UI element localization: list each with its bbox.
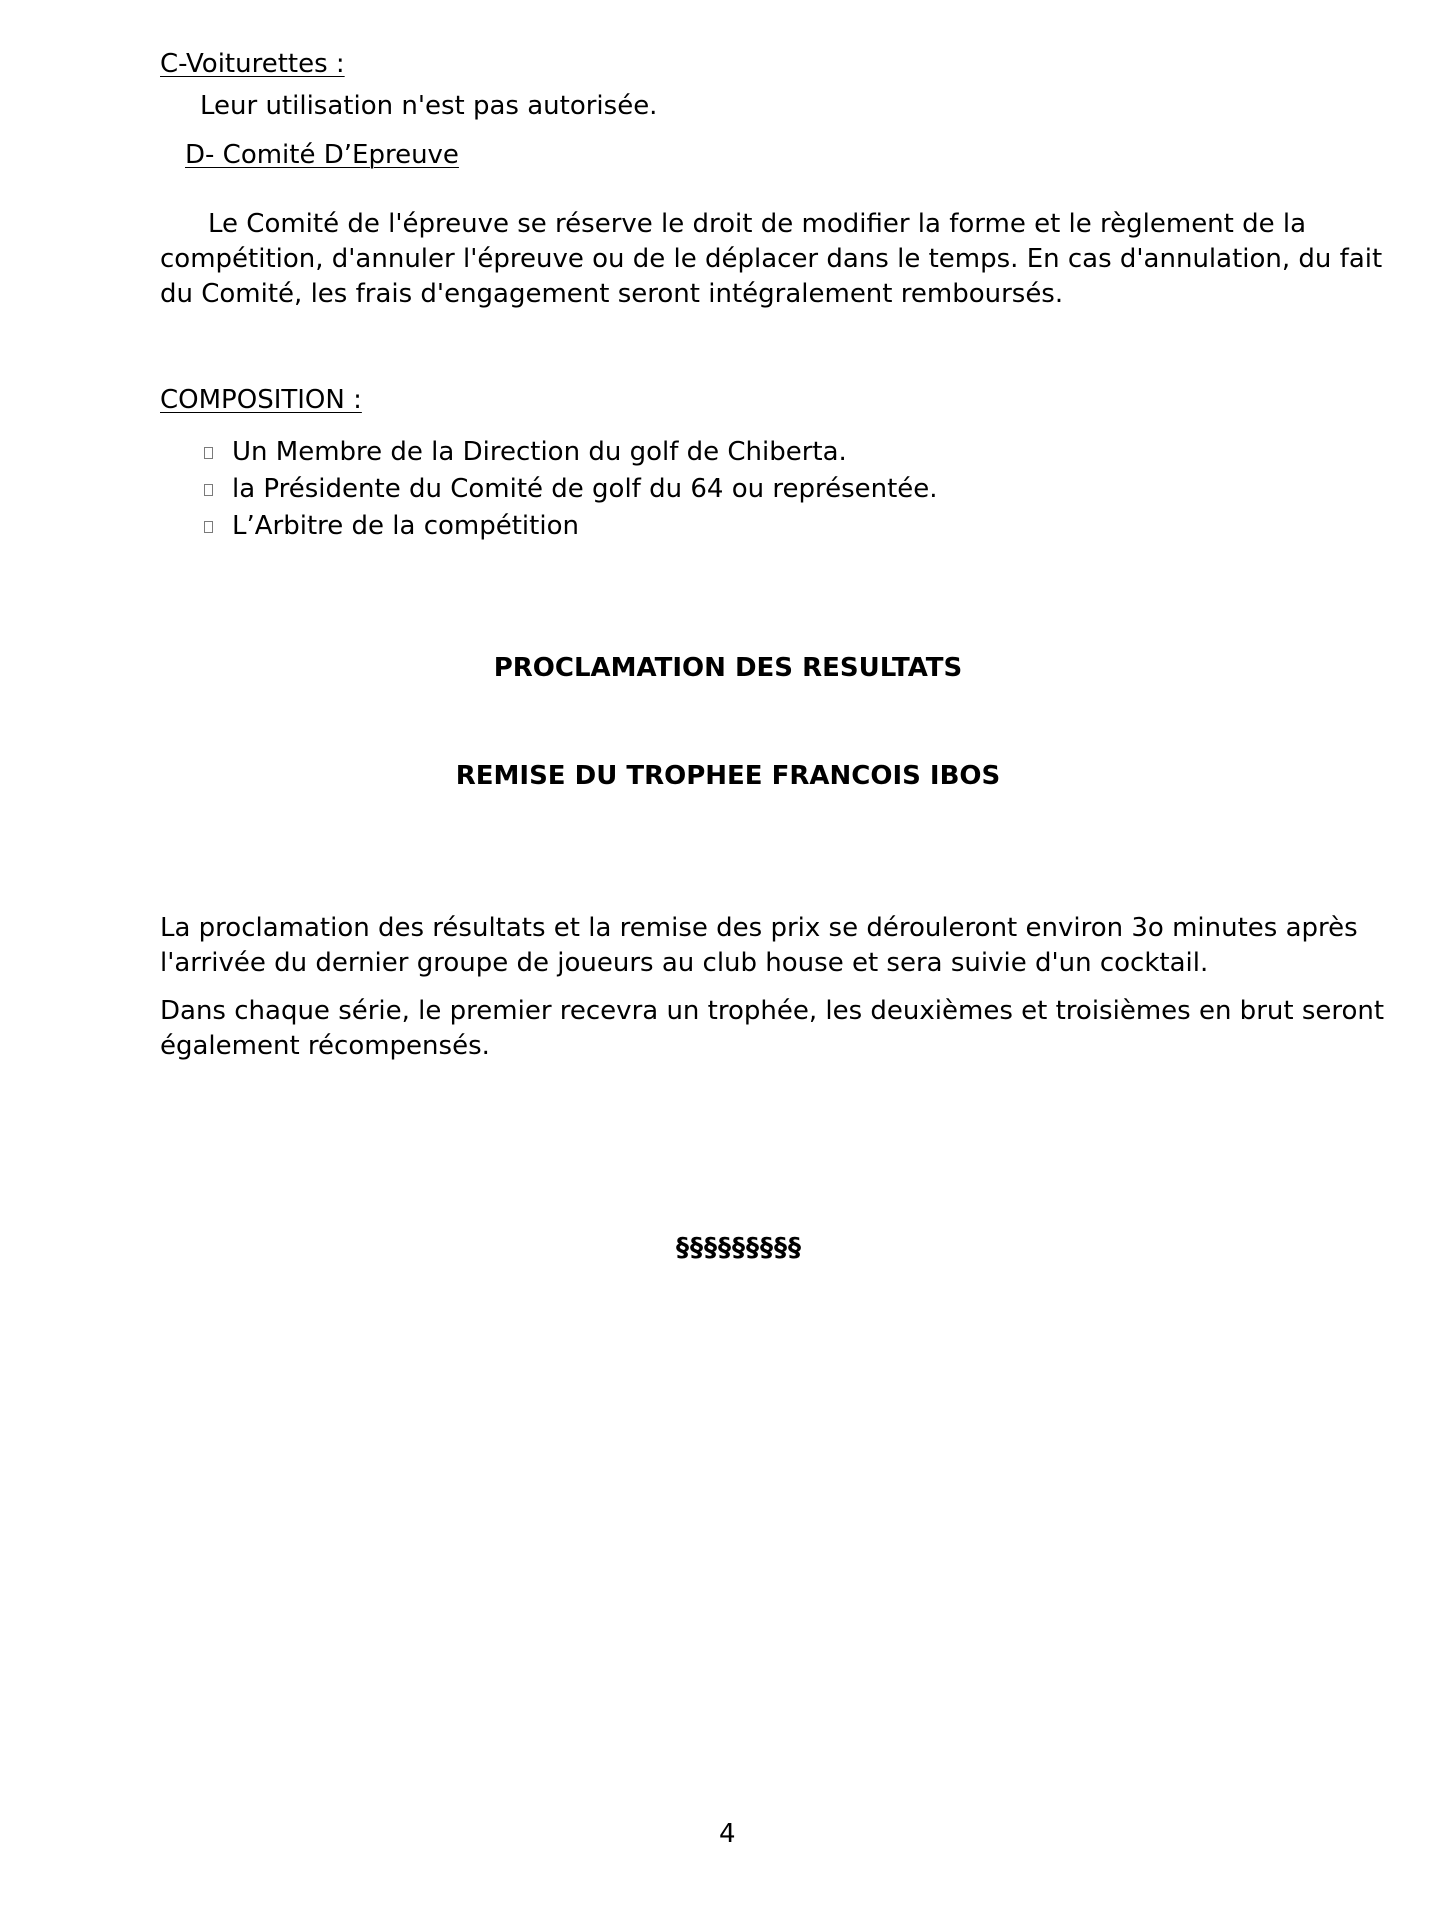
composition-item-text: L’Arbitre de la compétition [232, 511, 579, 541]
trophy-title: REMISE DU TROPHEE FRANCOIS IBOS [455, 761, 1001, 791]
composition-item-text: Un Membre de la Direction du golf de Chiberta. [232, 437, 847, 467]
checkbox-bullet-icon [204, 521, 213, 533]
section-c-text: Leur utilisation n'est pas autorisée. [200, 91, 658, 121]
results-line-1: La proclamation des résultats et la remise des prix se dérouleront environ 3o minutes après [160, 913, 1358, 943]
comite-line-1: Le Comité de l'épreuve se réserve le droit de modifier la forme et le règlement de la [208, 209, 1307, 239]
section-separator: §§§§§§§§§ [676, 1233, 802, 1263]
checkbox-bullet-icon [204, 484, 213, 496]
checkbox-bullet-icon [204, 447, 213, 459]
comite-paragraph [160, 207, 1383, 312]
results-line-2: l'arrivée du dernier groupe de joueurs au club house et sera suivie d'un cocktail. [160, 948, 1209, 978]
comite-line-2: compétition, d'annuler l'épreuve ou de le déplacer dans le temps. En cas d'annulation, du fait [160, 244, 1383, 274]
list-item [204, 434, 938, 471]
results-line-4: également récompensés. [160, 1031, 490, 1061]
composition-list [204, 434, 938, 545]
page-number: 4 [719, 1819, 736, 1849]
results-paragraph-2 [160, 994, 1385, 1064]
comite-line-3: du Comité, les frais d'engagement seront intégralement remboursés. [160, 279, 1064, 309]
composition-heading: COMPOSITION : [160, 385, 362, 415]
results-line-3: Dans chaque série, le premier recevra un trophée, les deuxièmes et troisièmes en brut seront [160, 996, 1385, 1026]
results-paragraph-1 [160, 911, 1360, 981]
section-c-heading: C-Voiturettes : [160, 49, 345, 79]
list-item [204, 508, 938, 545]
section-d-heading: D- Comité D’Epreuve [185, 140, 459, 170]
list-item [204, 471, 938, 508]
proclamation-title: PROCLAMATION DES RESULTATS [493, 653, 963, 683]
composition-item-text: la Présidente du Comité de golf du 64 ou représentée. [232, 474, 938, 504]
